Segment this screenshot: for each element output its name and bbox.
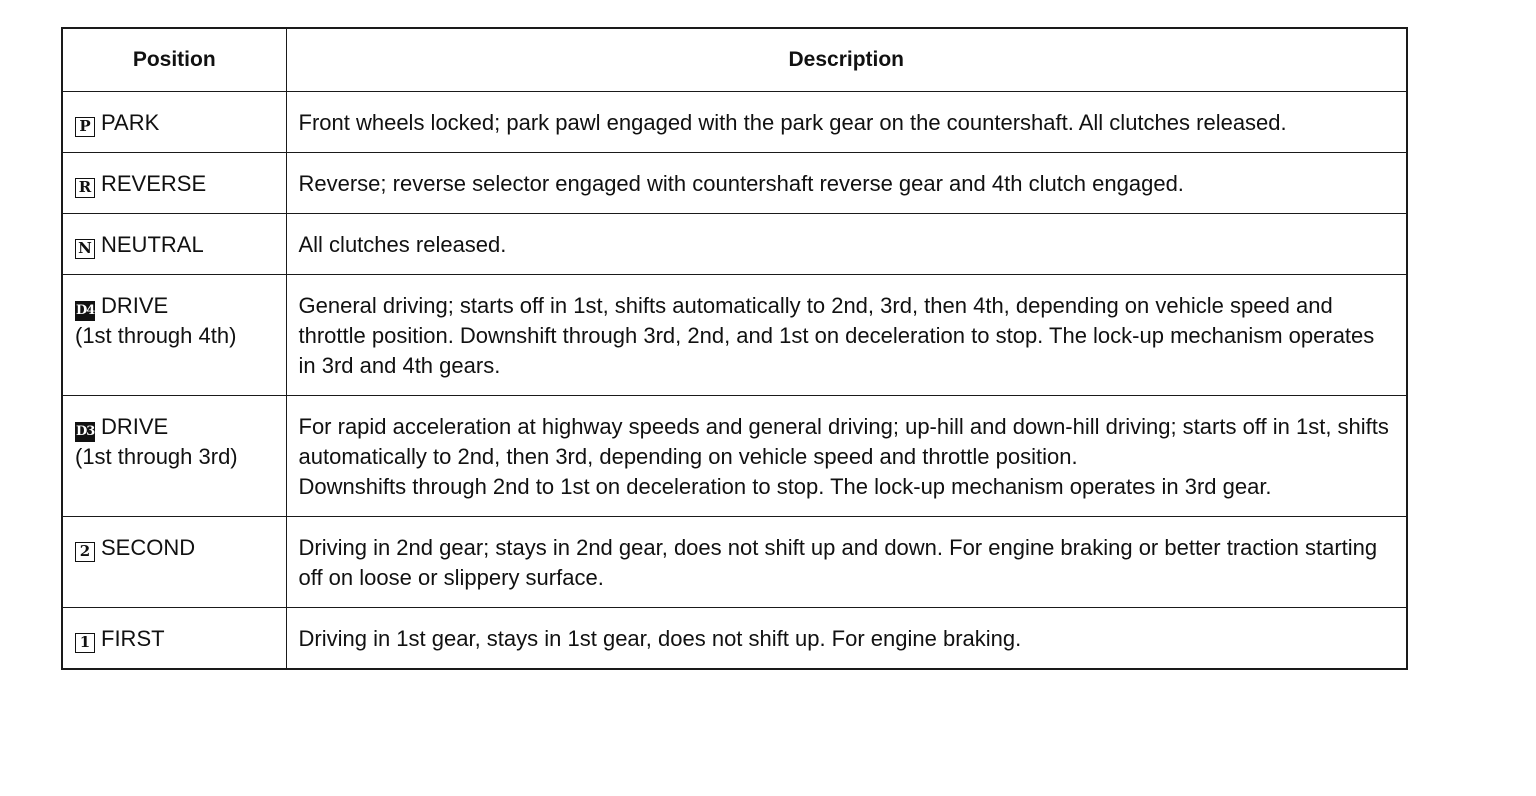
position-range: (1st through 3rd) <box>75 444 238 469</box>
position-cell <box>63 153 286 214</box>
description-cell <box>286 214 1406 275</box>
description-cell <box>286 92 1406 153</box>
gear-r-icon: R <box>75 178 95 198</box>
position-cell <box>63 214 286 275</box>
description-text: Driving in 2nd gear; stays in 2nd gear, does not shift up and down. For engine braking or better traction starting off on loose or slippery surface. <box>298 535 1378 590</box>
gear-1-icon: 1 <box>75 633 95 653</box>
table-row <box>63 92 1406 153</box>
description-cell <box>286 275 1406 396</box>
description-text: For rapid acceleration at highway speeds and general driving; up-hill and down-hill driving; starts off in 1st, shifts automatically to 2nd, then 3rd, depending on vehicle speed and throttle position. <box>298 414 1389 469</box>
table-row <box>63 608 1406 669</box>
position-cell <box>63 92 286 153</box>
position-range: (1st through 4th) <box>75 323 237 348</box>
table-row <box>63 214 1406 275</box>
description-cell <box>286 608 1406 669</box>
description-text: Reverse; reverse selector engaged with countershaft reverse gear and 4th clutch engaged. <box>298 171 1184 196</box>
description-cell <box>286 396 1406 517</box>
table-row <box>63 396 1406 517</box>
description-text: Downshifts through 2nd to 1st on deceleration to stop. The lock-up mechanism operates in 3rd gear. <box>298 474 1272 499</box>
position-cell <box>63 608 286 669</box>
position-cell <box>63 517 286 608</box>
description-text: Front wheels locked; park pawl engaged with the park gear on the countershaft. All clutches released. <box>298 110 1287 135</box>
position-label: PARK <box>101 110 160 135</box>
gear-n-icon: N <box>75 239 95 259</box>
position-label: REVERSE <box>101 171 207 196</box>
gear-position-table <box>61 27 1408 670</box>
gear-2-icon: 2 <box>75 542 95 562</box>
position-label: DRIVE <box>101 414 169 439</box>
description-text: Driving in 1st gear, stays in 1st gear, does not shift up. For engine braking. <box>298 626 1022 651</box>
position-cell <box>63 396 286 517</box>
description-text: All clutches released. <box>298 232 507 257</box>
position-cell <box>63 275 286 396</box>
table-body <box>63 92 1406 669</box>
table-row <box>63 517 1406 608</box>
gear-d4-icon: D4 <box>75 301 95 321</box>
description-cell <box>286 153 1406 214</box>
position-column-header: Position <box>63 29 286 92</box>
description-cell <box>286 517 1406 608</box>
position-label: SECOND <box>101 535 196 560</box>
gear-d3-icon: D3 <box>75 422 95 442</box>
description-column-header: Description <box>286 29 1406 92</box>
table-row <box>63 275 1406 396</box>
gear-p-icon: P <box>75 117 95 137</box>
table-row <box>63 153 1406 214</box>
position-description-table <box>63 29 1406 668</box>
position-label: DRIVE <box>101 293 169 318</box>
position-label: NEUTRAL <box>101 232 204 257</box>
position-label: FIRST <box>101 626 165 651</box>
description-text: General driving; starts off in 1st, shifts automatically to 2nd, 3rd, then 4th, depending on vehicle speed and throttle position. Downshift through 3rd, 2nd, and 1st on deceleration to stop. The lock-up mechanism operates in 3rd and 4th gears. <box>298 293 1375 378</box>
header-row <box>63 29 1406 92</box>
